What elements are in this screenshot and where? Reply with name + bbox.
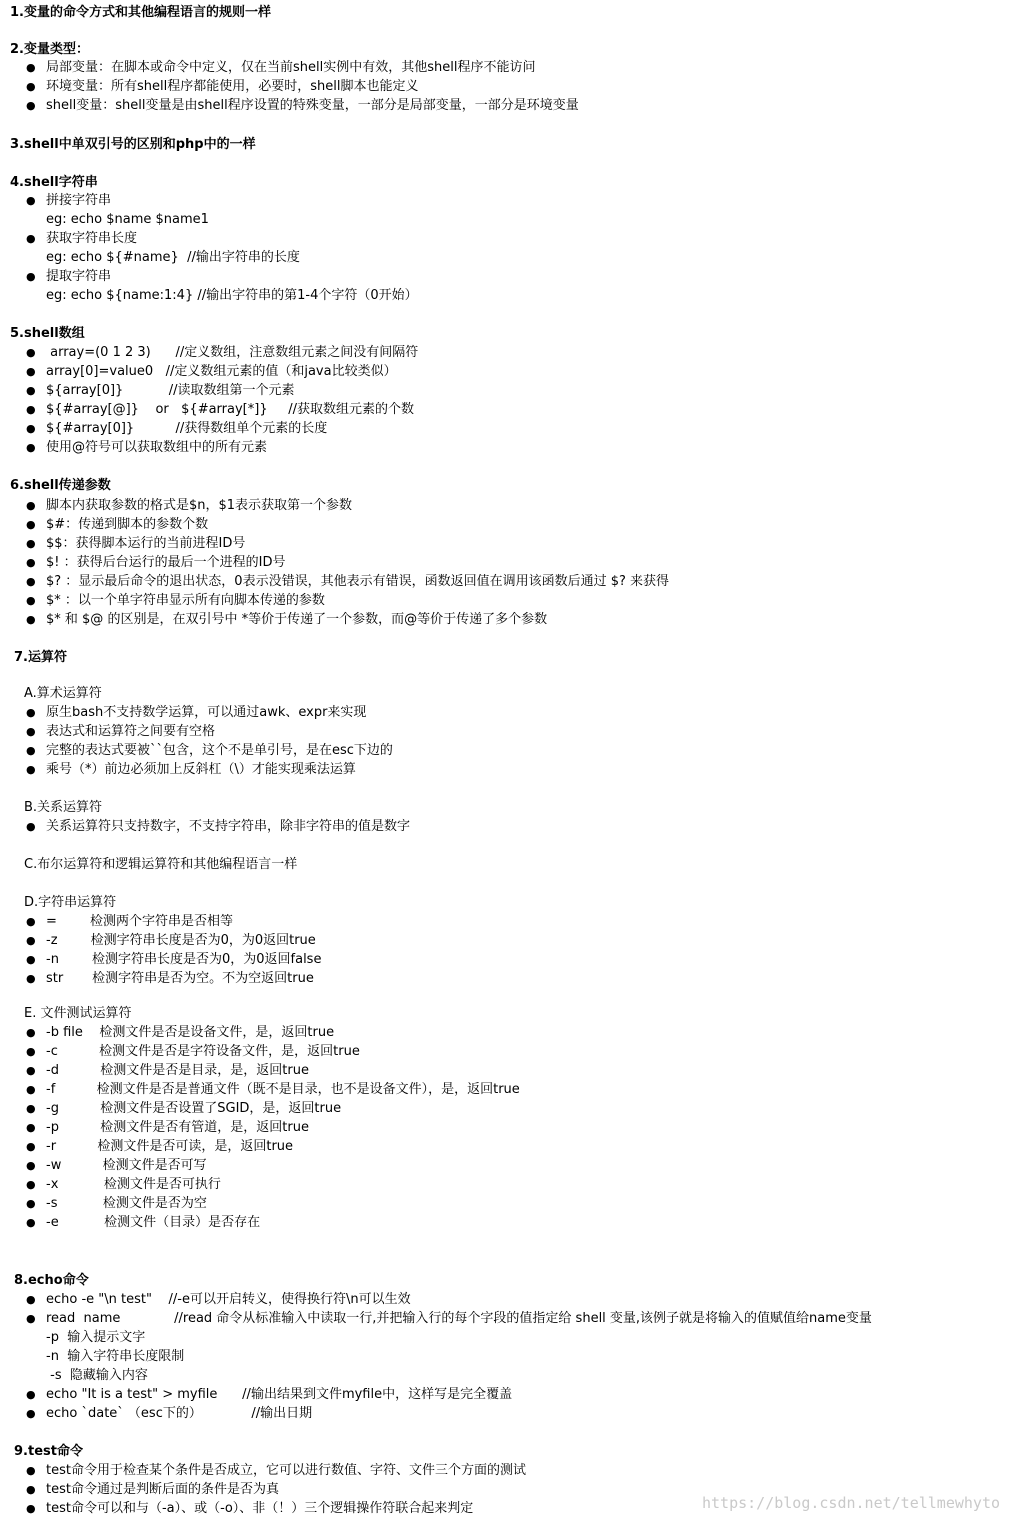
list-item: 拼接字符串 [46,193,112,208]
list-item: 使用@符号可以获取数组中的所有元素 [46,440,268,455]
bullet-icon: ● [26,820,36,833]
list-item: eg: echo ${#name} //输出字符串的长度 [46,250,300,265]
list-item: -s 检测文件是否为空 [46,1196,207,1211]
subsection-heading: D.字符串运算符 [24,895,117,910]
subsection-heading: B.关系运算符 [24,800,103,815]
bullet-icon: ● [26,99,36,112]
list-item: -e 检测文件（目录）是否存在 [46,1215,261,1230]
list-item: 完整的表达式要被``包含，这个不是单引号，是在esc下边的 [46,743,393,758]
bullet-icon: ● [26,1083,36,1096]
bullet-icon: ● [26,537,36,550]
bullet-icon: ● [26,1045,36,1058]
bullet-icon: ● [26,365,36,378]
list-item: $? ：显示最后命令的退出状态，0表示没错误，其他表示有错误，函数返回值在调用该函数后通过 $? 来获得 [46,574,670,589]
list-item: -f 检测文件是否是普通文件（既不是目录，也不是设备文件），是，返回true [46,1082,520,1097]
bullet-icon: ● [26,80,36,93]
bullet-icon: ● [26,1140,36,1153]
bullet-icon: ● [26,232,36,245]
bullet-icon: ● [26,1102,36,1115]
bullet-icon: ● [26,518,36,531]
list-item: -n 检测字符串长度是否为0，为0返回false [46,952,322,967]
bullet-icon: ● [26,972,36,985]
list-item: echo -e "\n test" //-e可以开启转义，使得换行符\n可以生效 [46,1292,411,1307]
bullet-icon: ● [26,763,36,776]
section-heading: 7.运算符 [14,650,67,665]
list-item: -w 检测文件是否可写 [46,1158,207,1173]
section-heading: 4.shell字符串 [10,175,98,190]
section-heading: 2.变量类型： [10,42,89,57]
list-item: eg: echo ${name:1:4} //输出字符串的第1-4个字符（0开始） [46,288,418,303]
bullet-icon: ● [26,194,36,207]
list-item: -c 检测文件是否是字符设备文件，是，返回true [46,1044,360,1059]
section-heading: 6.shell传递参数 [10,478,111,493]
bullet-icon: ● [26,1407,36,1420]
list-item: 局部变量：在脚本或命令中定义，仅在当前shell实例中有效，其他shell程序不能访问 [46,60,536,75]
list-item: $* 和 $@ 的区别是，在双引号中 *等价于传递了一个参数，而@等价于传递了多个参数 [46,612,548,627]
section-heading: 1.变量的命令方式和其他编程语言的规则一样 [10,5,271,20]
bullet-icon: ● [26,1502,36,1515]
bullet-icon: ● [26,403,36,416]
bullet-icon: ● [26,499,36,512]
bullet-icon: ● [26,1121,36,1134]
section-heading: 5.shell数组 [10,326,85,341]
bullet-icon: ● [26,953,36,966]
subsection-heading: E. 文件测试运算符 [24,1006,132,1021]
list-item: = 检测两个字符串是否相等 [46,914,233,929]
bullet-icon: ● [26,346,36,359]
list-item: -g 检测文件是否设置了SGID，是，返回true [46,1101,342,1116]
list-item: -p 检测文件是否有管道，是，返回true [46,1120,309,1135]
bullet-icon: ● [26,556,36,569]
list-item: 获取字符串长度 [46,231,138,246]
list-item: -b file 检测文件是否是设备文件，是，返回true [46,1025,335,1040]
bullet-icon: ● [26,1216,36,1229]
bullet-icon: ● [26,934,36,947]
list-item: test命令可以和与（-a）、或（-o）、非（！）三个逻辑操作符联合起来判定 [46,1501,474,1516]
list-item: ${#array[0]} //获得数组单个元素的长度 [46,421,328,436]
bullet-icon: ● [26,422,36,435]
list-item: -r 检测文件是否可读，是，返回true [46,1139,294,1154]
bullet-icon: ● [26,1483,36,1496]
bullet-icon: ● [26,1159,36,1172]
bullet-icon: ● [26,1293,36,1306]
bullet-icon: ● [26,613,36,626]
list-item: 表达式和运算符之间要有空格 [46,724,216,739]
list-item: $! ：获得后台运行的最后一个进程的ID号 [46,555,286,570]
list-item: -x 检测文件是否可执行 [46,1177,221,1192]
section-heading: 8.echo命令 [14,1273,89,1288]
bullet-icon: ● [26,1464,36,1477]
bullet-icon: ● [26,575,36,588]
subsection-heading: A.算术运算符 [24,686,102,701]
list-item: -p 输入提示文字 [46,1330,146,1345]
list-item: $$：获得脚本运行的当前进程ID号 [46,536,246,551]
bullet-icon: ● [26,725,36,738]
list-item: test命令用于检查某个条件是否成立，它可以进行数值、字符、文件三个方面的测试 [46,1463,526,1478]
list-item: eg: echo $name $name1 [46,212,209,227]
bullet-icon: ● [26,1178,36,1191]
bullet-icon: ● [26,1026,36,1039]
list-item: 关系运算符只支持数字，不支持字符串，除非字符串的值是数字 [46,819,411,834]
list-item: echo `date` （esc下的） //输出日期 [46,1406,313,1421]
list-item: ${array[0]} //读取数组第一个元素 [46,383,295,398]
list-item: test命令通过是判断后面的条件是否为真 [46,1482,279,1497]
list-item: $#：传递到脚本的参数个数 [46,517,209,532]
list-item: 提取字符串 [46,269,112,284]
bullet-icon: ● [26,61,36,74]
list-item: -z 检测字符串长度是否为0，为0返回true [46,933,316,948]
list-item: $* ：以一个单字符串显示所有向脚本传递的参数 [46,593,325,608]
list-item: 乘号（*）前边必须加上反斜杠（\）才能实现乘法运算 [46,762,356,777]
list-item: read name //read 命令从标准输入中读取一行,并把输入行的每个字段的值指定给 shell 变量,该例子就是将输入的值赋值给name变量 [46,1311,872,1326]
bullet-icon: ● [26,1388,36,1401]
bullet-icon: ● [26,1312,36,1325]
list-item: echo "It is a test" > myfile //输出结果到文件myfile中，这样写是完全覆盖 [46,1387,513,1402]
list-item: ${#array[@]} or ${#array[*]} //获取数组元素的个数 [46,402,415,417]
list-item: 原生bash不支持数学运算，可以通过awk、expr来实现 [46,705,367,720]
bullet-icon: ● [26,744,36,757]
list-item: -n 输入字符串长度限制 [46,1349,185,1364]
bullet-icon: ● [26,915,36,928]
bullet-icon: ● [26,270,36,283]
list-item: shell变量：shell变量是由shell程序设置的特殊变量，一部分是局部变量，一部分是环境变量 [46,98,579,113]
list-item: -s 隐藏输入内容 [46,1368,148,1383]
list-item: 脚本内获取参数的格式是$n，$1表示获取第一个参数 [46,498,353,513]
watermark: https://blog.csdn.net/tellmewhyto [701,1494,1000,1512]
bullet-icon: ● [26,594,36,607]
bullet-icon: ● [26,384,36,397]
list-item: -d 检测文件是否是目录，是，返回true [46,1063,309,1078]
list-item: array=(0 1 2 3) //定义数组，注意数组元素之间没有间隔符 [46,345,419,360]
section-heading: 3.shell中单双引号的区别和php中的一样 [10,137,256,152]
section-heading: 9.test命令 [14,1444,83,1459]
bullet-icon: ● [26,706,36,719]
list-item: 环境变量：所有shell程序都能使用，必要时，shell脚本也能定义 [46,79,419,94]
list-item: str 检测字符串是否为空。不为空返回true [46,971,314,986]
bullet-icon: ● [26,1197,36,1210]
bullet-icon: ● [26,1064,36,1077]
bullet-icon: ● [26,441,36,454]
list-item: array[0]=value0 //定义数组元素的值（和java比较类似） [46,364,397,379]
subsection-heading: C.布尔运算符和逻辑运算符和其他编程语言一样 [24,857,298,872]
